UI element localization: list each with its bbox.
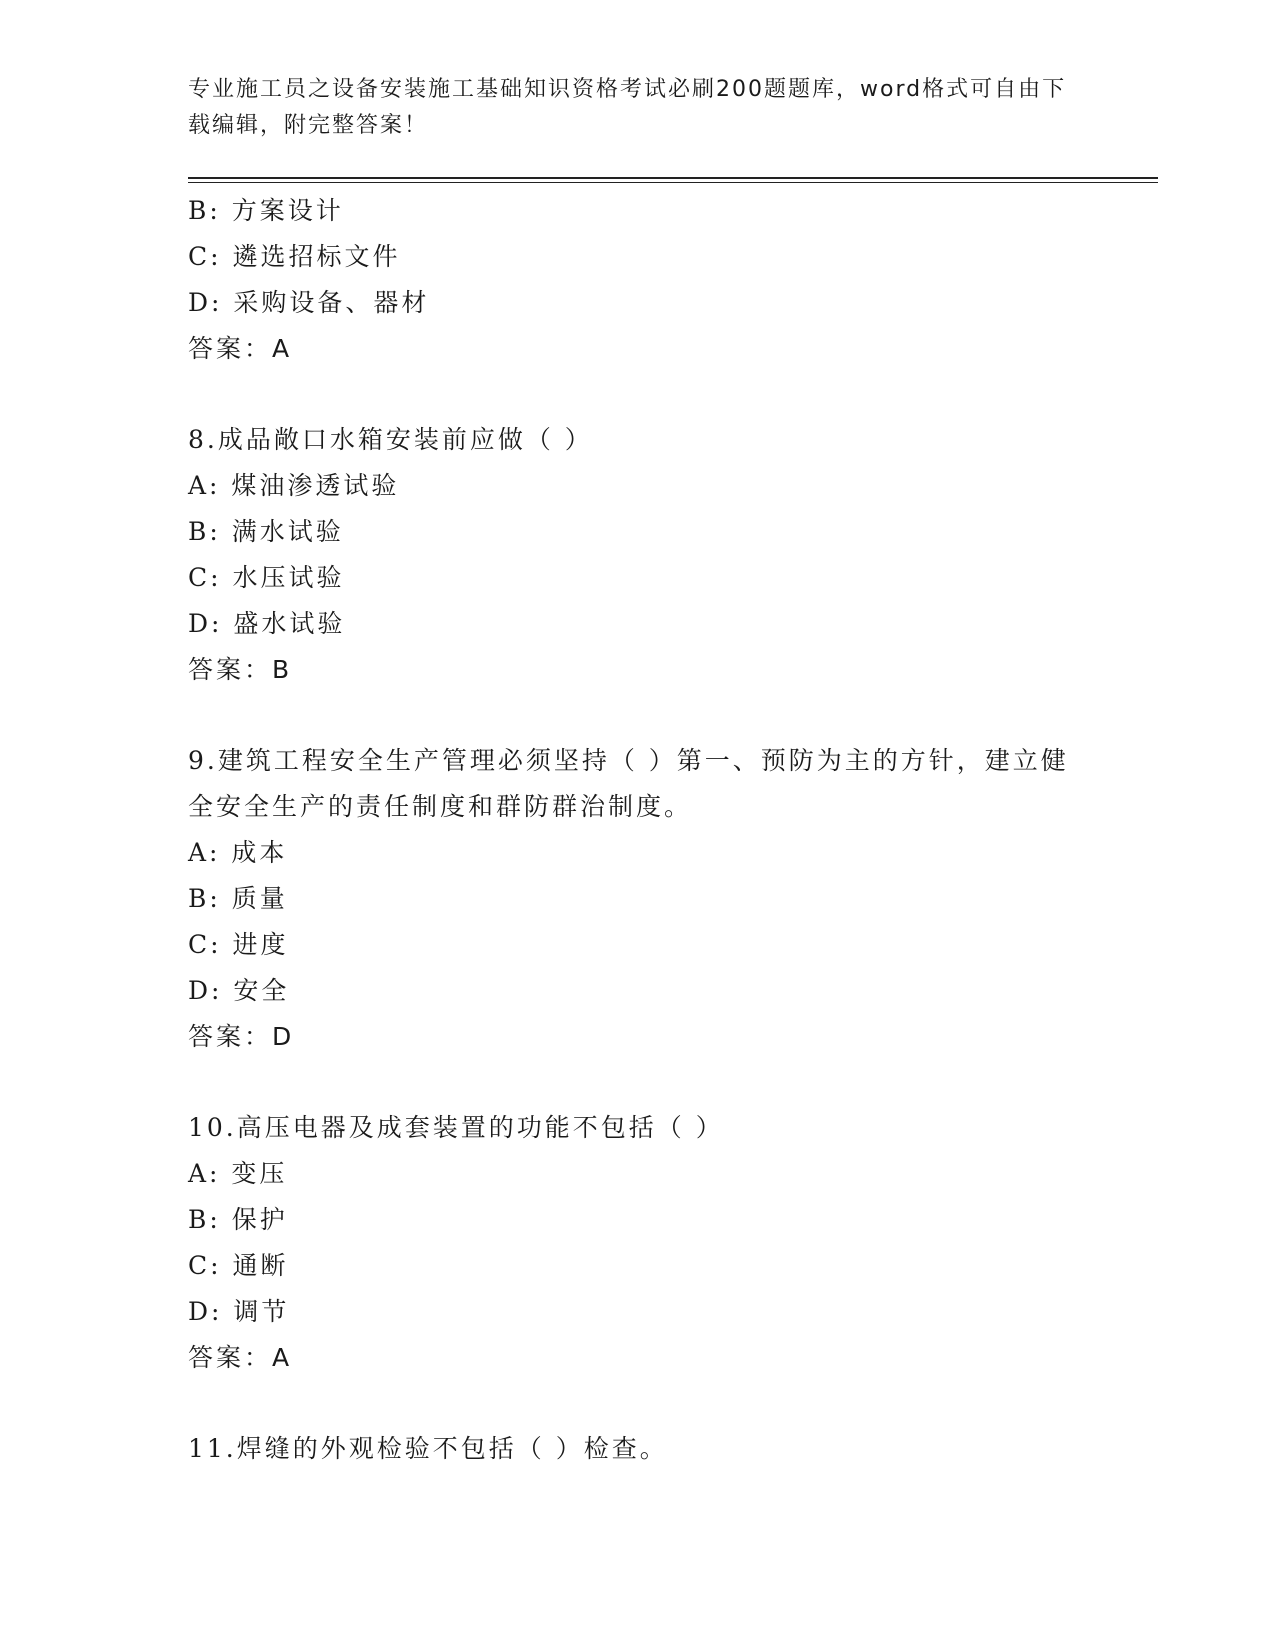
question-block-9 bbox=[188, 738, 1088, 1060]
answer-line: 答案：A bbox=[188, 334, 293, 363]
spacer bbox=[188, 372, 1088, 417]
question-text: 9.建筑工程安全生产管理必须坚持（ ）第一、预防为主的方针，建立健全安全生产的责任制度和群防群治制度。 bbox=[188, 746, 1069, 821]
question-text: 8.成品敞口水箱安装前应做（ ） bbox=[188, 425, 593, 454]
option-c: C: 水压试验 bbox=[188, 563, 345, 592]
option-b: B: 保护 bbox=[188, 1205, 288, 1234]
document-header: 专业施工员之设备安装施工基础知识资格考试必刷200题题库，word格式可自由下载编辑，附完整答案！ bbox=[188, 77, 1067, 138]
spacer bbox=[188, 1060, 1088, 1105]
header-rule-thick bbox=[188, 177, 1158, 179]
option-d: D: 安全 bbox=[188, 976, 290, 1005]
question-text: 10.高压电器及成套装置的功能不包括（ ） bbox=[188, 1113, 724, 1142]
question-block-prev bbox=[188, 188, 1088, 372]
question-block-10 bbox=[188, 1105, 1088, 1381]
question-text: 11.焊缝的外观检验不包括（ ）检查。 bbox=[188, 1434, 668, 1463]
question-list bbox=[188, 188, 1088, 1472]
option-c: C: 进度 bbox=[188, 930, 289, 959]
option-b: B: 满水试验 bbox=[188, 517, 344, 546]
question-block-11 bbox=[188, 1426, 1088, 1472]
option-a: A: 成本 bbox=[188, 838, 288, 867]
spacer bbox=[188, 1381, 1088, 1426]
answer-line: 答案：B bbox=[188, 655, 293, 684]
option-d: D: 采购设备、器材 bbox=[188, 288, 430, 317]
answer-line: 答案：D bbox=[188, 1022, 295, 1051]
spacer bbox=[188, 693, 1088, 738]
option-d: D: 盛水试验 bbox=[188, 609, 346, 638]
question-block-8 bbox=[188, 417, 1088, 693]
option-b: B: 质量 bbox=[188, 884, 288, 913]
option-a: A: 变压 bbox=[188, 1159, 288, 1188]
answer-line: 答案：A bbox=[188, 1343, 293, 1372]
option-b: B: 方案设计 bbox=[188, 196, 344, 225]
option-c: C: 遴选招标文件 bbox=[188, 242, 401, 271]
option-a: A: 煤油渗透试验 bbox=[188, 471, 400, 500]
option-c: C: 通断 bbox=[188, 1251, 289, 1280]
option-d: D: 调节 bbox=[188, 1297, 290, 1326]
header-rule-thin bbox=[188, 182, 1158, 183]
